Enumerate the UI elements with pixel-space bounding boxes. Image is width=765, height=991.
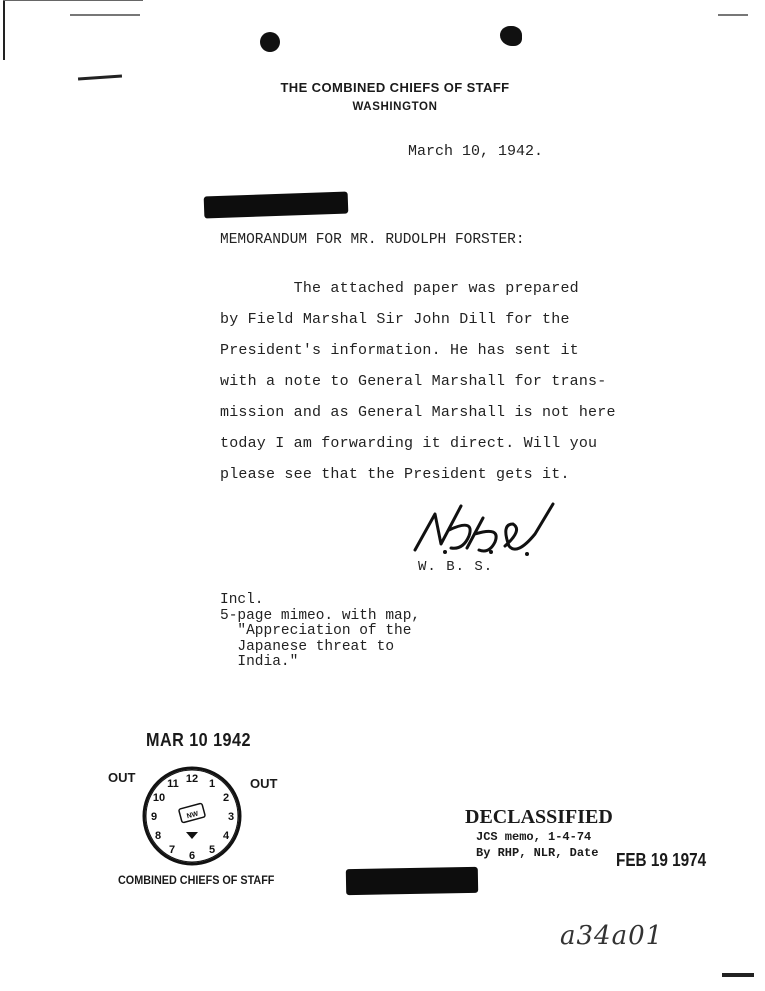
body-line: by Field Marshal Sir John Dill for the <box>220 311 570 328</box>
scan-mark-bottom-right <box>722 973 754 977</box>
clock-number: 8 <box>154 830 162 842</box>
scan-dash-top-right <box>718 14 748 16</box>
body-line: with a note to General Marshall for trans- <box>220 373 607 390</box>
declassified-reviewer: By RHP, NLR, Date <box>476 846 599 860</box>
enclosure-note <box>220 593 420 671</box>
clock-center-text: NW <box>186 810 200 821</box>
scan-edge-left <box>3 0 5 60</box>
declassified-date: FEB 19 1974 <box>616 850 707 870</box>
scan-dash-top-left <box>70 14 140 16</box>
clock-number: 4 <box>222 830 230 842</box>
clock-number: 10 <box>152 792 166 804</box>
enclosure-line: "Appreciation of the <box>220 623 412 639</box>
body-line: mission and as General Marshall is not here <box>220 404 616 421</box>
clock-number: 5 <box>208 844 216 856</box>
stamp-out-left: OUT <box>108 770 136 785</box>
letterhead-location: WASHINGTON <box>352 101 438 113</box>
enclosure-line: 5-page mimeo. with map, <box>220 607 421 624</box>
clock-stamp <box>140 764 244 868</box>
enclosure-line: Incl. <box>220 592 264 608</box>
punch-hole-left <box>260 32 280 52</box>
clock-number: 1 <box>208 778 216 790</box>
memo-addressee: MEMORANDUM FOR MR. RUDOLPH FORSTER: <box>220 232 525 248</box>
clock-number: 3 <box>227 811 235 823</box>
clock-number: 6 <box>188 850 196 862</box>
redacted-classification-bottom <box>346 867 478 895</box>
received-stamp-date: MAR 10 1942 <box>146 730 251 750</box>
enclosure-line: India." <box>220 654 299 670</box>
clock-number: 11 <box>167 778 179 790</box>
clock-number: 2 <box>222 792 230 804</box>
clock-number: 9 <box>150 811 158 823</box>
declassified-title: DECLASSIFIED <box>465 806 613 828</box>
declassified-authority: JCS memo, 1-4-74 <box>476 830 592 844</box>
stamp-out-right: OUT <box>250 776 278 791</box>
body-line: please see that the President gets it. <box>220 466 570 483</box>
scan-edge-top <box>3 0 143 1</box>
typed-initials: W. B. S. <box>418 559 494 575</box>
redacted-classification-top <box>204 191 349 218</box>
handwritten-signature <box>405 500 565 566</box>
punch-hole-right <box>500 26 522 46</box>
body-line: The attached paper was prepared <box>220 280 579 297</box>
body-line: President's information. He has sent it <box>220 342 579 359</box>
memo-date: March 10, 1942. <box>408 143 544 160</box>
clock-number: 7 <box>168 844 176 856</box>
body-line: today I am forwarding it direct. Will you <box>220 435 598 452</box>
clock-number: 12 <box>185 773 199 785</box>
enclosure-line: Japanese threat to <box>220 638 395 655</box>
scan-stroke-left <box>78 74 122 80</box>
stamp-caption: COMBINED CHIEFS OF STAFF <box>118 873 275 887</box>
archive-code: a34a01 <box>560 921 664 951</box>
letterhead-title: THE COMBINED CHIEFS OF STAFF <box>280 80 510 95</box>
